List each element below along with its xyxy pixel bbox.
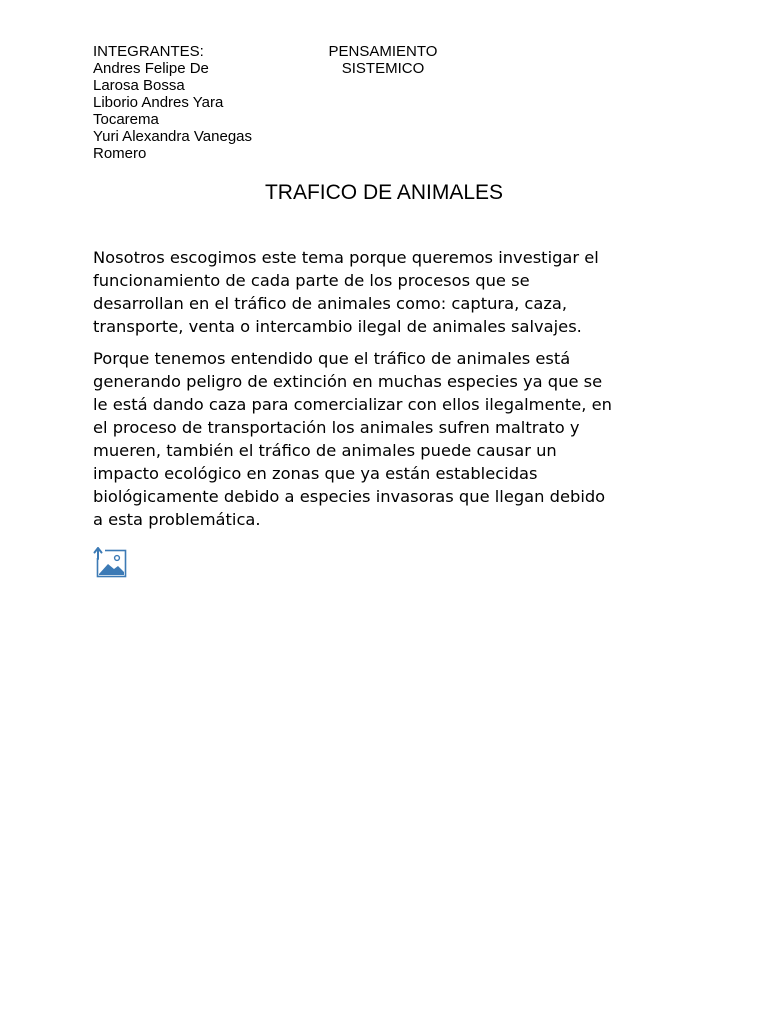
broken-image-icon — [93, 546, 127, 578]
paragraph-line: impacto ecológico en zonas que ya están establecidas — [93, 464, 538, 483]
paragraph-line: a esta problemática. — [93, 510, 261, 529]
members-line: Larosa Bossa — [93, 77, 185, 94]
subject-line: PENSAMIENTO — [328, 43, 438, 60]
document-title: TRAFICO DE ANIMALES — [264, 181, 504, 204]
paragraph-line: generando peligro de extinción en muchas especies ya que se — [93, 372, 603, 391]
document-body — [93, 246, 683, 540]
subject-line: SISTEMICO — [341, 60, 425, 77]
paragraph — [93, 246, 683, 338]
paragraph-line: desarrollan en el tráfico de animales como: captura, caza, — [93, 294, 568, 313]
paragraph — [93, 347, 683, 531]
paragraph-line: biológicamente debido a especies invasoras que llegan debido — [93, 487, 606, 506]
paragraph-line: Porque tenemos entendido que el tráfico de animales está — [93, 349, 571, 368]
paragraph-line: le está dando caza para comercializar con ellos ilegalmente, en — [93, 395, 612, 414]
paragraph-line: Nosotros escogimos este tema porque queremos investigar el — [93, 248, 599, 267]
members-line: Romero — [93, 145, 147, 162]
members-line: Liborio Andres Yara — [93, 94, 224, 111]
members-block — [93, 43, 313, 162]
paragraph-line: funcionamiento de cada parte de los procesos que se — [93, 271, 530, 290]
members-line: Tocarema — [93, 111, 159, 128]
paragraph-line: mueren, también el tráfico de animales puede causar un — [93, 441, 557, 460]
subject-block — [318, 43, 448, 77]
paragraph-line: transporte, venta o intercambio ilegal de animales salvajes. — [93, 317, 582, 336]
members-line: INTEGRANTES: — [93, 43, 204, 60]
paragraph-line: el proceso de transportación los animales sufren maltrato y — [93, 418, 580, 437]
members-line: Andres Felipe De — [93, 60, 209, 77]
members-line: Yuri Alexandra Vanegas — [93, 128, 253, 145]
